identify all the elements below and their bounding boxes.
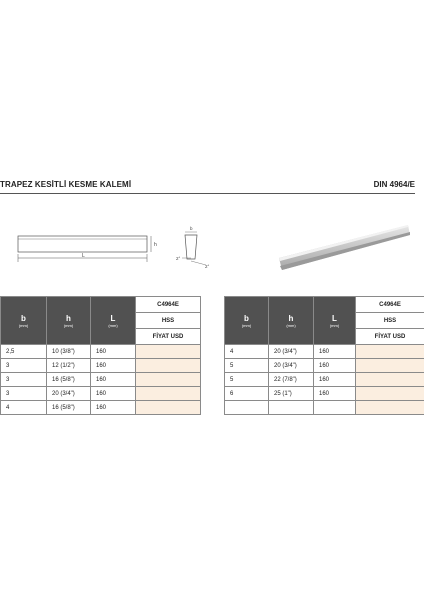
- table-row: [1, 373, 201, 387]
- cell-h: 12 (1/2"): [47, 359, 91, 373]
- cell-h: 16 (5/8"): [47, 373, 91, 387]
- table-row: [1, 345, 201, 359]
- column-header-material: HSS: [356, 313, 424, 329]
- cell-price[interactable]: [136, 387, 201, 401]
- front-view-drawing: [18, 236, 157, 262]
- cell-l: 160: [91, 387, 136, 401]
- section-title: TRAPEZ KESİTLİ KESME KALEMİ: [0, 180, 132, 189]
- cell-empty: [269, 401, 314, 415]
- cell-price[interactable]: [136, 401, 201, 415]
- cell-h: 22 (7/8"): [269, 373, 314, 387]
- left-product-table: [0, 296, 201, 415]
- column-header-l: L (mm): [314, 297, 356, 345]
- table-row-empty: [225, 401, 424, 415]
- table-row: [225, 345, 424, 359]
- angle-label-2: 2°: [205, 264, 210, 269]
- cell-l: 160: [91, 401, 136, 415]
- column-header-h: h (mm): [269, 297, 314, 345]
- table-row: [1, 387, 201, 401]
- right-product-table: [224, 296, 424, 415]
- cell-b: 3: [1, 387, 47, 401]
- column-header-price: FİYAT USD: [136, 329, 201, 345]
- cell-l: 160: [91, 359, 136, 373]
- cell-h: 20 (3/4"): [269, 345, 314, 359]
- cell-price[interactable]: [136, 345, 201, 359]
- cell-b: 4: [1, 401, 47, 415]
- angle-label-1: 2°: [176, 256, 181, 261]
- cell-h: 16 (5/8"): [47, 401, 91, 415]
- cell-l: 160: [91, 373, 136, 387]
- cell-price[interactable]: [136, 373, 201, 387]
- column-header-material: HSS: [136, 313, 201, 329]
- column-header-code: C4964E: [136, 297, 201, 313]
- column-header-code: C4964E: [356, 297, 424, 313]
- cell-price[interactable]: [356, 387, 424, 401]
- cell-price[interactable]: [136, 359, 201, 373]
- cell-price[interactable]: [356, 373, 424, 387]
- column-header-l: L (mm): [91, 297, 136, 345]
- din-standard-code: DIN 4964/E: [373, 180, 415, 189]
- cell-h: 20 (3/4"): [269, 359, 314, 373]
- cell-price[interactable]: [356, 401, 424, 415]
- cell-l: 160: [314, 387, 356, 401]
- cell-b: 4: [225, 345, 269, 359]
- cell-l: 160: [314, 345, 356, 359]
- cell-b: 3: [1, 373, 47, 387]
- cell-l: 160: [91, 345, 136, 359]
- column-header-h: h (mm): [47, 297, 91, 345]
- cell-b: 5: [225, 359, 269, 373]
- cell-h: 25 (1"): [269, 387, 314, 401]
- cell-price[interactable]: [356, 345, 424, 359]
- cell-h: 20 (3/4"): [47, 387, 91, 401]
- cell-empty: [225, 401, 269, 415]
- table-row: [1, 359, 201, 373]
- cell-h: 10 (3/8"): [47, 345, 91, 359]
- side-label-b: b: [190, 226, 193, 231]
- cell-price[interactable]: [356, 359, 424, 373]
- cell-b: 3: [1, 359, 47, 373]
- front-label-l: L: [82, 253, 85, 259]
- cell-b: 6: [225, 387, 269, 401]
- table-row: [1, 401, 201, 415]
- cell-l: 160: [314, 373, 356, 387]
- cell-l: 160: [314, 359, 356, 373]
- cell-empty: [314, 401, 356, 415]
- tool-bar-rendering: [279, 225, 410, 270]
- cross-section-drawing: [176, 226, 210, 269]
- column-header-price: FİYAT USD: [356, 329, 424, 345]
- column-header-b: b (mm): [1, 297, 47, 345]
- table-row: [225, 373, 424, 387]
- cell-b: 2,5: [1, 345, 47, 359]
- column-header-b: b (mm): [225, 297, 269, 345]
- table-row: [225, 359, 424, 373]
- front-label-h: h: [154, 242, 157, 248]
- cell-b: 5: [225, 373, 269, 387]
- table-row: [225, 387, 424, 401]
